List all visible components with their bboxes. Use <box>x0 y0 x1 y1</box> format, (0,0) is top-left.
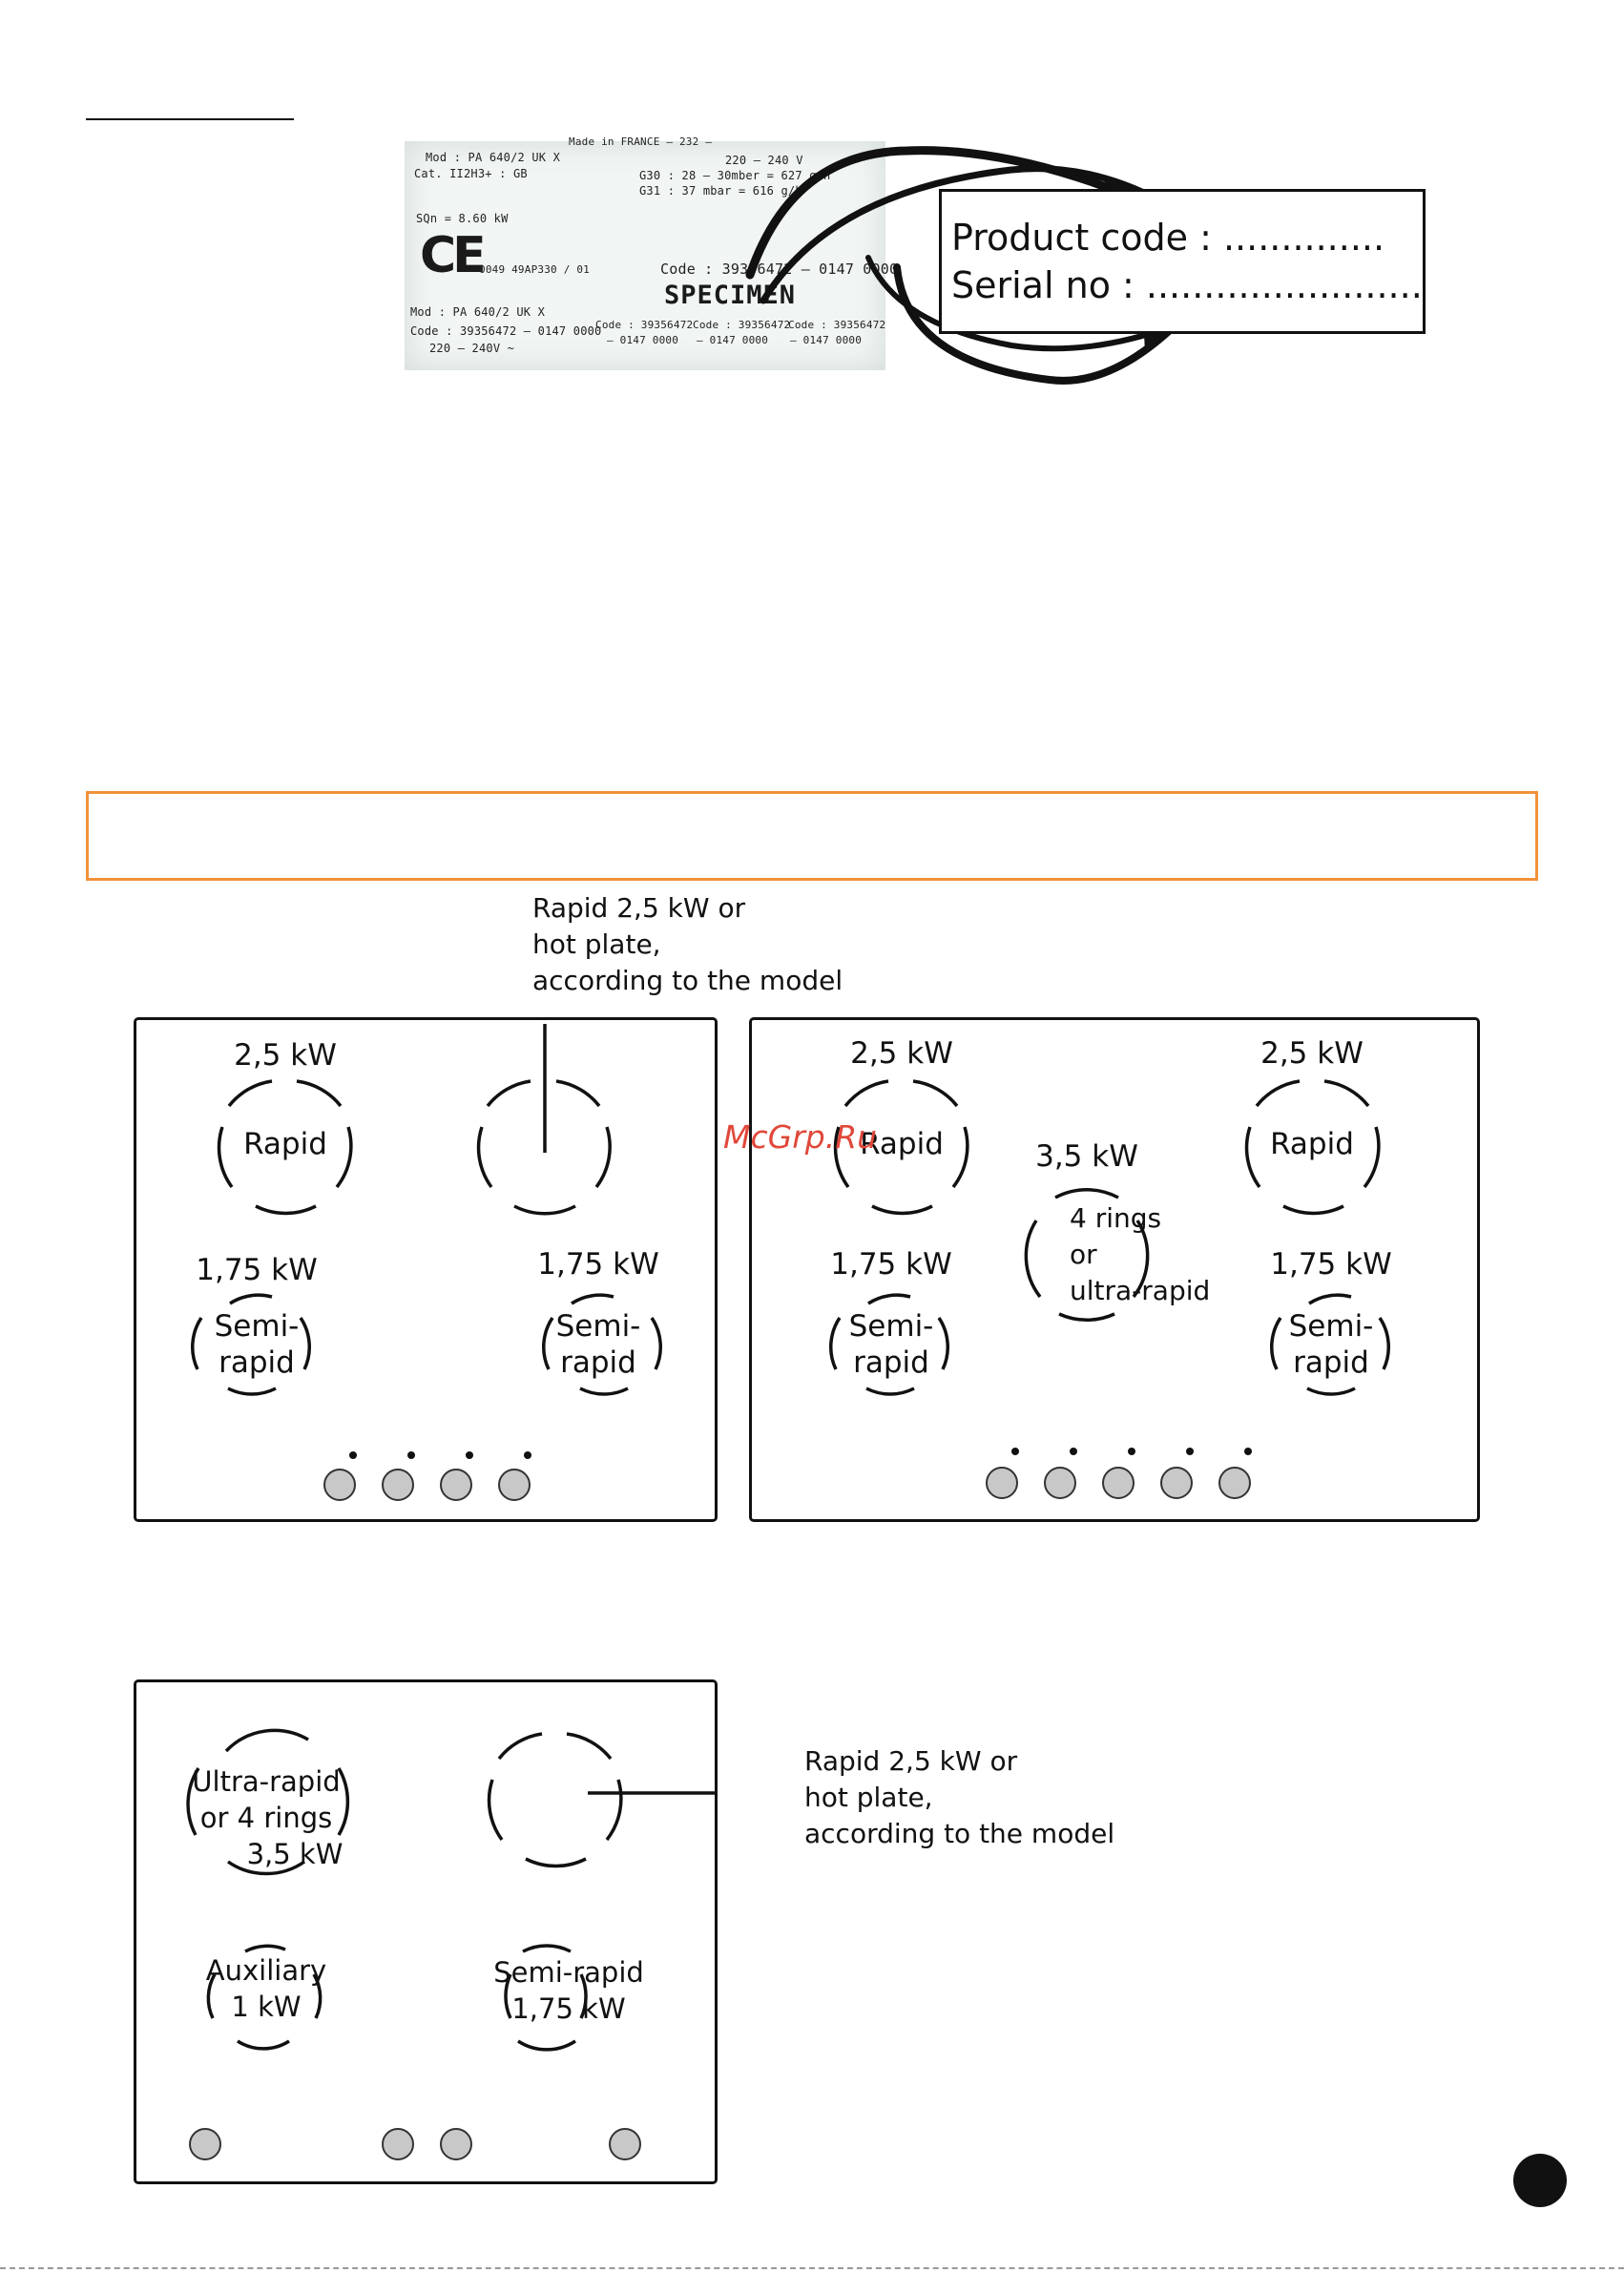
hob2-knob-symbol <box>1070 1448 1077 1455</box>
hob1-knob-symbol <box>349 1451 357 1459</box>
hob3-ring-semi-br <box>523 1946 571 1951</box>
hob1-bl-power: 1,75 kW <box>196 1253 318 1287</box>
serial-no-line: Serial no : ........................ <box>951 264 1423 306</box>
hob2-ring-center <box>1055 1190 1118 1198</box>
hob1-knob-symbol <box>524 1451 531 1459</box>
hob3-tl-name-3: 3,5 kW <box>246 1838 344 1870</box>
plate-tag-2a: Code : 39356472 <box>693 319 791 331</box>
hob1-bl-name-1: Semi- <box>214 1309 300 1344</box>
hob-diagram-1 <box>134 1017 718 1522</box>
bottom-edge <box>0 2267 1624 2269</box>
plate-tag-1b: – 0147 0000 <box>607 334 679 346</box>
plate-tag-3b: – 0147 0000 <box>790 334 863 346</box>
hob3-control-knob <box>189 2128 221 2160</box>
plate-g31: G31 : 37 mbar = 616 g/h <box>639 184 802 198</box>
plate-tag-1a: Code : 39356472 <box>595 319 694 331</box>
hob2-knob-symbol <box>1186 1448 1194 1455</box>
hob2-control-knob <box>1160 1467 1193 1499</box>
plate-made-in: Made in FRANCE – 232 – <box>569 136 713 148</box>
hob2-center-name-3: ultra-rapid <box>1070 1275 1211 1306</box>
hob2-ring-semi-bl <box>868 1295 910 1303</box>
hob2-control-knob <box>1044 1467 1076 1499</box>
header-rule <box>86 118 294 120</box>
hob1-knob-symbol <box>466 1451 473 1459</box>
hob2-bl-power: 1,75 kW <box>830 1247 952 1282</box>
hob2-tr-name: Rapid <box>1270 1127 1354 1161</box>
hob3-tl-name-2: or 4 rings <box>199 1802 333 1834</box>
hob1-ring-semi-bl <box>230 1295 272 1303</box>
plate-g30: G30 : 28 – 30mber = 627 g/h <box>639 169 831 182</box>
hob2-control-knob <box>1102 1467 1135 1499</box>
hob2-center-name-2: or <box>1070 1239 1097 1270</box>
plate-code-2: Code : 39356472 – 0147 0000 <box>410 324 602 338</box>
hob1-ring-rapid-tl-b <box>297 1081 341 1106</box>
hob-diagram-3 <box>134 1679 718 2184</box>
hob1-control-knob <box>323 1469 356 1501</box>
hob3-ring-ultra-tl <box>226 1730 308 1751</box>
watermark: McGrp.Ru <box>723 1118 878 1156</box>
plate-category: Cat. II2H3+ : GB <box>414 167 528 180</box>
hob2-br-power: 1,75 kW <box>1270 1247 1392 1282</box>
page-number-badge <box>1513 2154 1567 2207</box>
hob1-ring-rapid-tl-d <box>256 1206 316 1213</box>
hob1-callout <box>532 890 843 999</box>
plate-voltage-2: 220 – 240V ~ <box>429 342 515 355</box>
product-code-box <box>939 189 1426 334</box>
hob1-control-knob <box>498 1469 531 1501</box>
hob3-br-name-1: Semi-rapid <box>493 1956 644 1989</box>
hob3-control-knob <box>609 2128 641 2160</box>
hob3-bl-name-1: Auxiliary <box>205 1954 327 1987</box>
plate-tag-2b: – 0147 0000 <box>697 334 769 346</box>
hob1-tl-name: Rapid <box>243 1127 327 1161</box>
hob-diagram-2 <box>749 1017 1480 1522</box>
hob2-knob-symbol <box>1244 1448 1252 1455</box>
hob2-ring-semi-br <box>1309 1295 1351 1303</box>
hob3-control-knob <box>440 2128 472 2160</box>
hob2-bl-name-2: rapid <box>853 1345 929 1380</box>
plate-voltage: 220 – 240 V <box>725 154 803 167</box>
hob3-callout-line-3: according to the model <box>804 1818 1115 1849</box>
hob1-bl-name-2: rapid <box>219 1345 295 1380</box>
hob1-knob-symbol <box>407 1451 415 1459</box>
hob3-callout-line-1: Rapid 2,5 kW or <box>804 1745 1018 1777</box>
hob1-ring-semi-br <box>572 1295 614 1303</box>
hob2-br-name-2: rapid <box>1293 1345 1369 1380</box>
ce-mark: CE <box>420 227 483 284</box>
hob1-br-name-2: rapid <box>560 1345 636 1380</box>
hob2-control-knob <box>1218 1467 1251 1499</box>
hob2-knob-symbol <box>1128 1448 1135 1455</box>
hob3-br-name-2: 1,75 kW <box>511 1992 626 2025</box>
product-code-line: Product code : .............. <box>951 217 1385 259</box>
hob1-control-knob <box>382 1469 414 1501</box>
hob1-callout-line-3: according to the model <box>532 965 843 996</box>
hob3-ring-rapid-tr <box>499 1734 542 1759</box>
hob1-ring-rapid-tr <box>488 1081 531 1106</box>
plate-model-2: Mod : PA 640/2 UK X <box>410 305 546 319</box>
specimen-label: SPECIMEN <box>664 281 797 310</box>
hob2-center-name-1: 4 rings <box>1070 1202 1162 1234</box>
hob1-ring-rapid-tl <box>229 1081 272 1106</box>
hob2-tl-power: 2,5 kW <box>850 1036 953 1071</box>
hob1-br-name-1: Semi- <box>555 1309 641 1344</box>
plate-tag-3a: Code : 39356472 <box>788 319 886 331</box>
hob1-br-power: 1,75 kW <box>537 1247 659 1282</box>
hob3-callout-line-2: hot plate, <box>804 1782 933 1813</box>
hob3-control-knob <box>382 2128 414 2160</box>
hob2-control-knob <box>986 1467 1018 1499</box>
hob3-tl-name-1: Ultra-rapid <box>192 1765 341 1798</box>
hob2-br-name-1: Semi- <box>1288 1309 1374 1344</box>
hob1-tl-power: 2,5 kW <box>234 1038 337 1073</box>
plate-model: Mod : PA 640/2 UK X <box>426 151 561 164</box>
hob3-bl-name-2: 1 kW <box>231 1991 302 2023</box>
plate-code: Code : 39356472 – 0147 0000 <box>660 261 899 278</box>
hob2-center-power: 3,5 kW <box>1035 1139 1138 1174</box>
hob3-ring-aux-bl <box>245 1946 285 1951</box>
hob2-knob-symbol <box>1011 1448 1019 1455</box>
hob2-tl-name: Rapid <box>860 1127 944 1161</box>
hob2-ring-rapid-tl <box>845 1081 888 1106</box>
section-heading-box <box>86 791 1538 881</box>
hob2-bl-name-1: Semi- <box>848 1309 934 1344</box>
plate-certificate: 0049 49AP330 / 01 <box>479 263 590 276</box>
hob3-burner-rings <box>136 1682 715 2181</box>
hob1-control-knob <box>440 1469 472 1501</box>
hob1-callout-line-1: Rapid 2,5 kW or <box>532 892 746 924</box>
plate-power: SQn = 8.60 kW <box>416 212 509 225</box>
hob1-callout-line-2: hot plate, <box>532 928 661 960</box>
hob2-tr-power: 2,5 kW <box>1260 1036 1364 1071</box>
hob3-callout <box>804 1743 1114 1852</box>
hob2-ring-rapid-tr <box>1257 1081 1300 1106</box>
